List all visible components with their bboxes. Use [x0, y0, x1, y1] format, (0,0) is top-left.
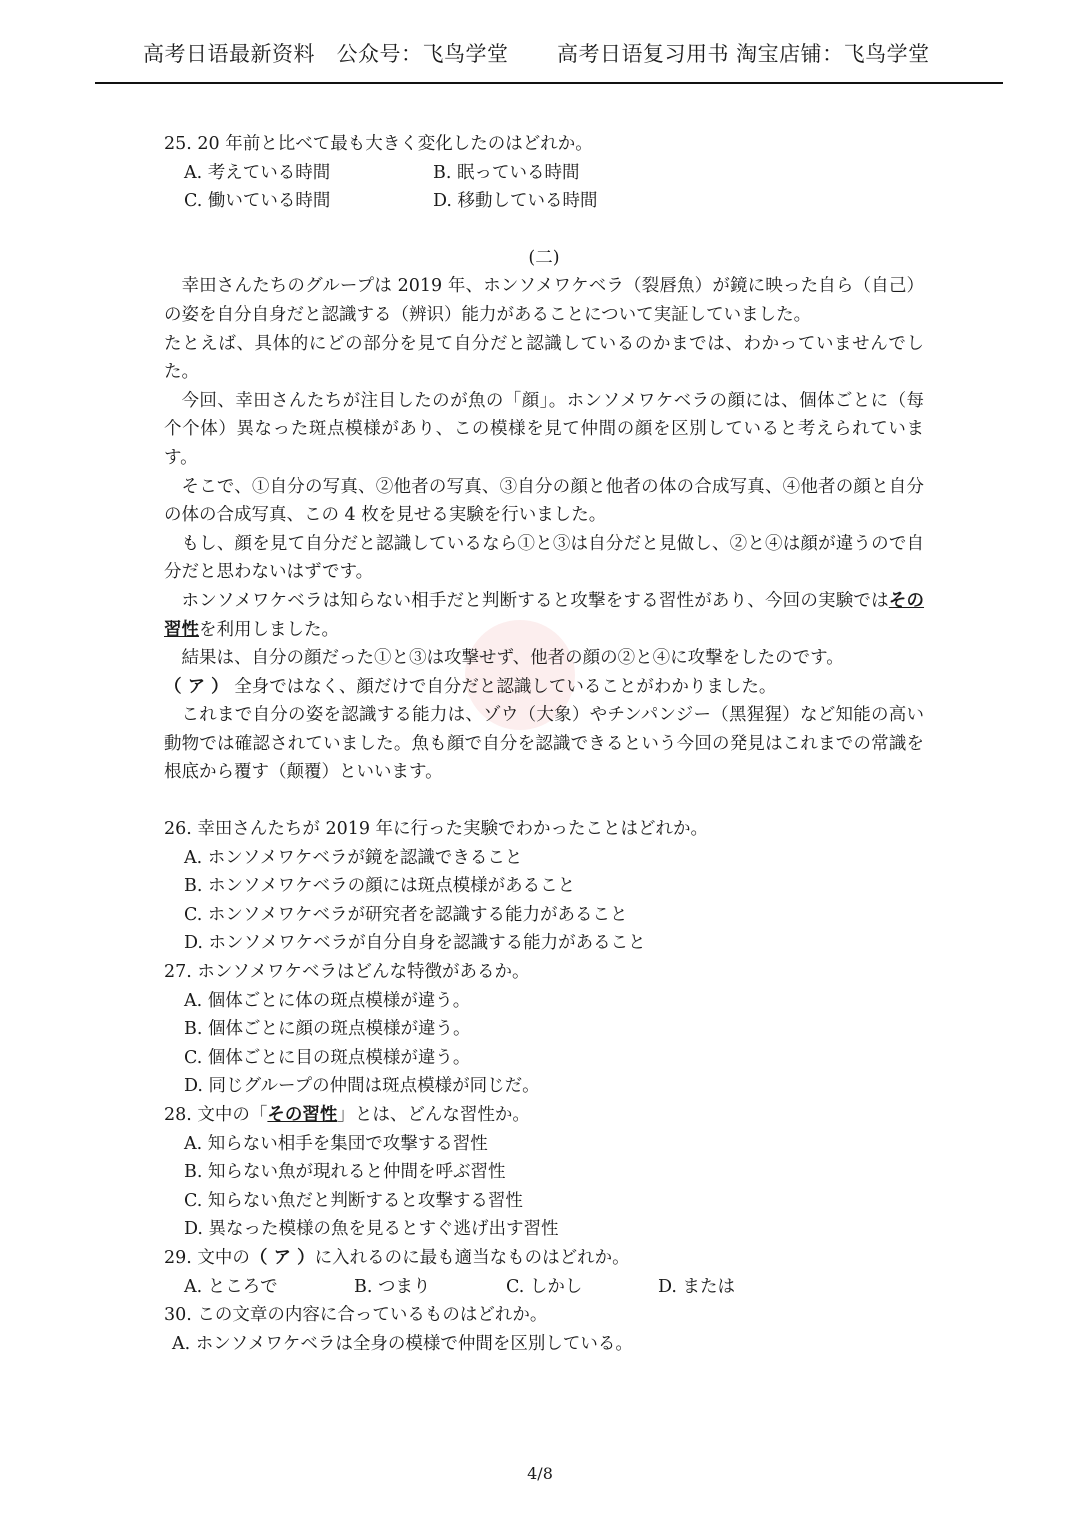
question-29-blank-marker: （ ア ） [249, 1247, 315, 1268]
question-27-stem: 27. ホンソメワケベラはどんな特徴があるか。 [164, 962, 530, 983]
question-27-option-d: D. 同じグループの仲間は斑点模様が同じだ。 [184, 1076, 540, 1097]
question-28-stem-b: 」とは、どんな習性か。 [337, 1105, 530, 1125]
question-29-option-b: B. つまり [354, 1276, 431, 1297]
blank-marker: （ ア ） [164, 676, 229, 697]
spacer [164, 216, 924, 244]
page-number: 4/8 [527, 1464, 553, 1483]
question-27-option-a: A. 個体ごとに体の斑点模様が違う。 [184, 990, 471, 1011]
question-26-option-d: D. ホンソメワケベラが自分自身を認識する能力があること [184, 933, 646, 954]
passage-paragraph-6 [164, 587, 924, 644]
question-28-option-c: C. 知らない魚だと判断すると攻撃する習性 [184, 1190, 523, 1211]
question-25-options-row-1 [164, 159, 924, 188]
question-28-option-d: D. 異なった模様の魚を見るとすぐ逃げ出す習性 [184, 1219, 559, 1240]
passage-paragraph-6-text-b: を利用しました。 [199, 619, 339, 640]
page-header [95, 36, 1003, 84]
passage-paragraph-1: 幸田さんたちのグループは 2019 年、ホンソメワケベラ（裂唇魚）が鏡に映った自ら（自己）の姿を自分自身だと認識する（辨识）能力があることについて実証していました。 [164, 276, 924, 325]
passage-paragraph-7: 結果は、自分の顔だった①と③は攻撃せず、他者の顔の②と④に攻撃をしたのです。 [181, 648, 844, 669]
section-title: (二) [528, 247, 560, 268]
question-27-option-c: C. 個体ごとに目の斑点模様が違う。 [184, 1047, 471, 1068]
question-28-option-b: B. 知らない魚が現れると仲間を呼ぶ習性 [184, 1162, 506, 1183]
question-28-underlined-phrase: その習性 [267, 1105, 338, 1125]
question-25-option-b: B. 眠っている時間 [433, 162, 580, 183]
spacer [164, 787, 924, 815]
question-29-option-d: D. または [658, 1276, 736, 1297]
question-28-option-a: A. 知らない相手を集団で攻撃する習性 [184, 1133, 488, 1154]
passage-paragraph-4: そこで、①自分の写真、②他者の写真、③自分の顔と他者の体の合成写真、④他者の顔と自分の体の合成写真、この 4 枚を見せる実験を行いました。 [164, 476, 924, 526]
question-30-option-a: A. ホンソメワケベラは全身の模様で仲間を区別している。 [172, 1333, 633, 1354]
passage-paragraph-9: これまで自分の姿を認識する能力は、ゾウ（大象）やチンパンジー（黑猩猩）など知能の高い動物では確認されていました。魚も顔で自分を認識できるという今回の発見はこれまでの常識を根底から覆す（颠覆）といいます。 [164, 705, 924, 783]
question-29-option-a: A. ところで [184, 1276, 278, 1297]
question-28-stem-a: 28. 文中の「 [164, 1105, 268, 1125]
question-25-options-row-2 [164, 187, 924, 216]
question-29-stem-b: に入れるのに最も適当なものはどれか。 [314, 1247, 630, 1268]
question-30-stem: 30. この文章の内容に合っているものはどれか。 [164, 1305, 548, 1326]
question-26-option-a: A. ホンソメワケベラが鏡を認識できること [184, 847, 523, 868]
question-29-options-row [164, 1273, 924, 1302]
passage-paragraph-3: 今回、幸田さんたちが注目したのが魚の「顔」。ホンソメワケベラの顔には、個体ごとに（每个个体）異なった斑点模様があり、この模様を見て仲間の顔を区別していると考えられています。 [164, 390, 924, 468]
passage-paragraph-2: たとえば、具体的にどの部分を見て自分だと認識しているのかまでは、わかっていませんでした。 [164, 333, 924, 383]
question-25-option-a: A. 考えている時間 [184, 162, 331, 183]
passage-paragraph-6-text-a: ホンソメワケベラは知らない相手だと判断すると攻撃をする習性があり、今回の実験では [181, 590, 889, 611]
question-26-option-b: B. ホンソメワケベラの顔には斑点模様があること [184, 876, 576, 897]
question-26-option-c: C. ホンソメワケベラが研究者を認識する能力があること [184, 904, 628, 925]
header-right-text: 高考日语复习用书 淘宝店铺：飞鸟学堂 [557, 42, 930, 66]
question-26-stem: 26. 幸田さんたちが 2019 年に行った実験でわかったことはどれか。 [164, 819, 709, 840]
question-28-stem [164, 1101, 924, 1130]
question-25-stem: 25. 20 年前と比べて最も大きく変化したのはどれか。 [164, 134, 593, 154]
question-29-option-c: C. しかし [506, 1276, 583, 1297]
document-body [164, 130, 924, 1358]
question-27-option-b: B. 個体ごとに顔の斑点模様が違う。 [184, 1019, 471, 1040]
passage-paragraph-5: もし、顔を見て自分だと認識しているなら①と③は自分だと見做し、②と④は顔が違うので自分だと思わないはずです。 [164, 533, 924, 583]
passage-paragraph-8-text: 全身ではなく、顔だけで自分だと認識していることがわかりました。 [234, 676, 777, 697]
header-left-text: 高考日语最新资料 公众号：飞鸟学堂 [143, 42, 509, 66]
underlined-phrase: その習性 [164, 590, 925, 640]
question-29-stem-a: 29. 文中の [164, 1247, 250, 1268]
question-25-option-c: C. 働いている時間 [184, 191, 331, 212]
question-25-option-d: D. 移動している時間 [433, 191, 598, 212]
question-29-stem [164, 1244, 924, 1273]
passage-paragraph-8 [164, 673, 924, 702]
